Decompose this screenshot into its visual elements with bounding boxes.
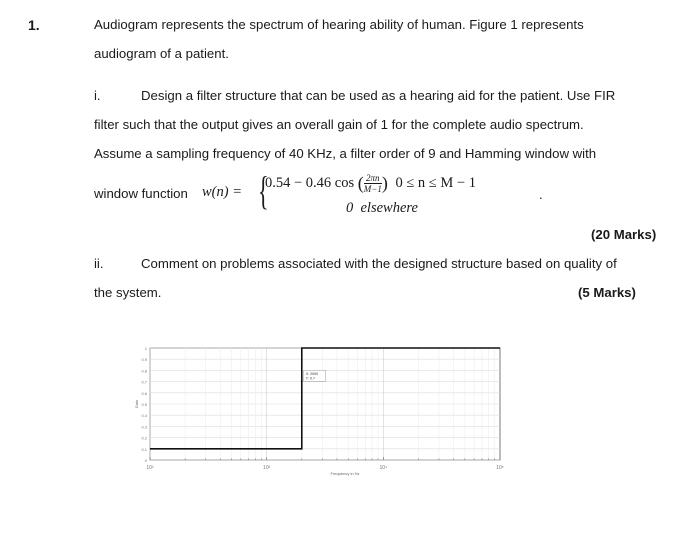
part-ii-line-1: Comment on problems associated with the designed structure based on quality of <box>141 256 617 271</box>
formula-lhs <box>202 184 242 201</box>
audiogram-chart <box>130 338 520 478</box>
y-tick-label: 1 <box>144 346 147 351</box>
part-i-line-4-lead: window function <box>94 186 188 201</box>
chart-grid <box>150 348 500 460</box>
y-tick-label: 0.8 <box>141 368 147 374</box>
x-axis-label: Frequency in Hz <box>330 471 360 476</box>
annotation-point <box>301 381 303 383</box>
part-ii-label: ii. <box>94 256 104 271</box>
annotation-text: X: 2000 <box>305 371 319 376</box>
formula-case-1-expr: 0.54 − 0.46 cos <box>265 174 355 191</box>
y-tick-label: 0.5 <box>141 402 147 407</box>
formula-case-2: 0 elsewhere <box>346 200 418 216</box>
part-i-label: i. <box>94 88 101 103</box>
y-tick-label: 0.4 <box>141 413 147 419</box>
formula-trailing-dot: . <box>539 187 543 202</box>
formula-paren-open: ( <box>357 173 364 193</box>
x-tick-label: 10⁴ <box>379 465 388 471</box>
y-axis-label: Gain <box>134 399 139 409</box>
formula-paren-close: ) <box>381 173 388 193</box>
y-tick-label: 0 <box>144 458 147 463</box>
intro-line-1: Audiogram represents the spectrum of hearing ability of human. Figure 1 represents <box>94 17 584 32</box>
part-ii-marks: (5 Marks) <box>578 285 636 300</box>
part-i-line-2: filter such that the output gives an overall gain of 1 for the complete audio spectrum. <box>94 117 584 132</box>
y-tick-label: 0.9 <box>141 357 147 363</box>
part-i-marks: (20 Marks) <box>591 227 657 242</box>
y-tick-label: 0.3 <box>141 424 147 430</box>
x-tick-label: 10⁵ <box>496 465 504 471</box>
formula-frac-num: 2πn <box>364 173 382 184</box>
formula-case-1-cond: 0 ≤ n ≤ M − 1 <box>395 174 476 191</box>
formula-case-1 <box>265 173 476 194</box>
part-i-line-3: Assume a sampling frequency of 40 KHz, a filter order of 9 and Hamming window with <box>94 146 597 161</box>
question-number: 1. <box>28 17 40 33</box>
annotation-text: Y: 0.7 <box>305 376 315 381</box>
formula-brace: { <box>258 168 269 213</box>
x-tick-label: 10² <box>146 465 154 471</box>
formula-frac-den: M−1 <box>363 184 382 194</box>
x-tick-label: 10³ <box>263 465 271 471</box>
formula-lhs-text: w(n) = <box>202 184 242 200</box>
chart-annotation <box>301 370 326 382</box>
y-tick-label: 0.6 <box>141 390 147 396</box>
y-tick-label: 0.2 <box>141 435 147 441</box>
part-i-line-1: Design a filter structure that can be used as a hearing aid for the patient. Use FIR <box>141 88 616 103</box>
formula-fraction <box>364 173 382 194</box>
y-tick-label: 0.7 <box>141 379 147 385</box>
y-tick-label: 0.1 <box>141 446 147 452</box>
part-ii-line-2: the system. <box>94 285 162 300</box>
intro-line-2: audiogram of a patient. <box>94 46 229 61</box>
